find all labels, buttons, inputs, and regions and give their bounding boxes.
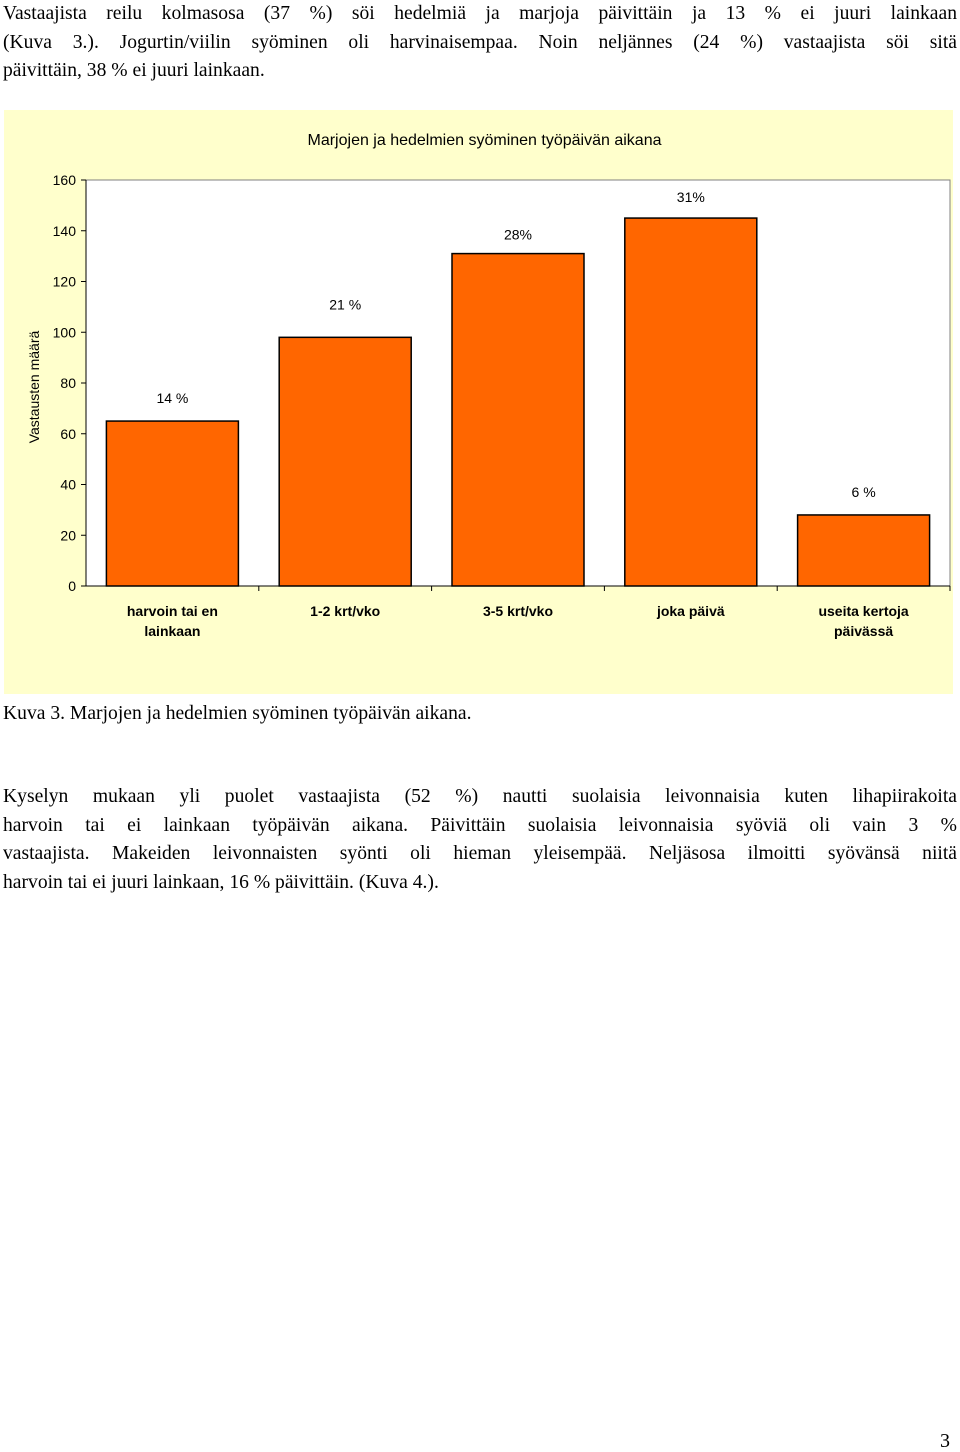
intro-paragraph	[3, 0, 957, 86]
bar	[106, 421, 238, 586]
body-line: harvoin tai ei lainkaan työpäivän aikana. Päivittäin suolaisia leivonnaisia syöviä oli vain 3 %	[3, 814, 957, 836]
x-tick-label: joka päivä	[656, 603, 725, 619]
y-tick-label: 140	[52, 222, 76, 239]
body-paragraph	[3, 783, 957, 897]
bar	[452, 254, 584, 586]
y-tick-label: 100	[52, 324, 76, 341]
body-line: Kyselyn mukaan yli puolet vastaajista (52 %) nautti suolaisia leivonnaisia kuten lihapiirakoita	[3, 786, 957, 807]
body-line: vastaajista. Makeiden leivonnaisten syönti oli hieman yleisempää. Neljäsosa ilmoitti syövänsä niitä	[3, 843, 957, 864]
figure-caption: Kuva 3. Marjojen ja hedelmien syöminen työpäivän aikana.	[3, 703, 472, 724]
y-tick-label: 60	[60, 425, 76, 442]
y-tick-label: 120	[52, 273, 76, 290]
x-tick-label: harvoin tai en	[126, 603, 218, 619]
chart-title: Marjojen ja hedelmien syöminen työpäivän aikana	[307, 132, 662, 149]
x-tick-label: 3-5 krt/vko	[482, 603, 554, 619]
intro-line: (Kuva 3.). Jogurtin/viilin syöminen oli harvinaisempaa. Noin neljännes (24 %) vastaajista söi sitä	[3, 31, 957, 53]
y-tick-label: 160	[52, 172, 76, 188]
y-tick-label: 80	[60, 375, 76, 391]
bar	[279, 337, 411, 586]
x-tick-label: lainkaan	[144, 623, 201, 639]
x-tick-label: 1-2 krt/vko	[310, 603, 381, 619]
bar-chart	[4, 110, 953, 694]
x-tick-label: päivässä	[834, 623, 894, 639]
y-tick-label: 40	[60, 476, 76, 493]
bar	[625, 218, 757, 586]
intro-line: päivittäin, 38 % ei juuri lainkaan.	[3, 60, 265, 81]
y-axis-label: Vastausten määrä	[26, 330, 42, 444]
page-number: 3	[940, 1430, 950, 1452]
data-label: 31%	[676, 189, 705, 206]
intro-line: Vastaajista reilu kolmasosa (37 %) söi hedelmiä ja marjoja päivittäin ja 13 % ei juuri lainkaan	[3, 3, 957, 24]
y-tick-label: 20	[60, 527, 76, 544]
data-label: 6 %	[851, 483, 876, 500]
x-tick-label: useita kertoja	[818, 603, 909, 619]
bar	[798, 515, 930, 586]
data-label: 21 %	[329, 296, 362, 313]
bar-chart-figure	[4, 110, 953, 694]
data-label: 28%	[503, 226, 533, 243]
body-line: harvoin tai ei juuri lainkaan, 16 % päivittäin. (Kuva 4.).	[3, 871, 439, 893]
y-tick-label: 0	[68, 578, 76, 594]
data-label: 14 %	[156, 390, 189, 407]
